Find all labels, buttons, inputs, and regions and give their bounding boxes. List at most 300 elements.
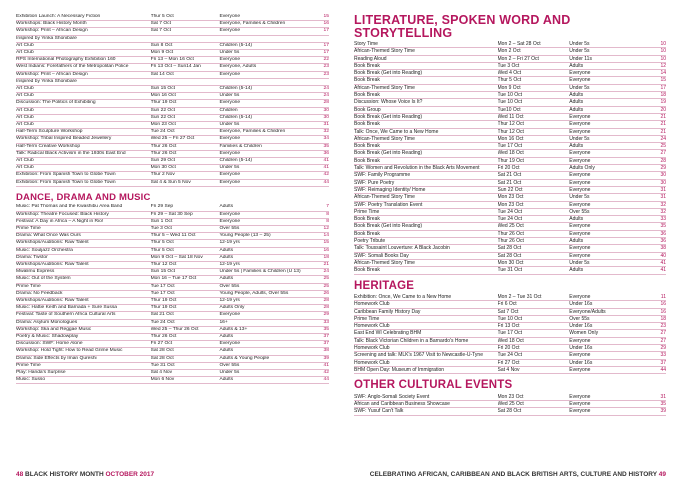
event-title: Reading Aloud	[354, 55, 498, 62]
event-title: Book Break	[354, 157, 498, 164]
event-audience	[219, 78, 313, 85]
event-date: Tue 10 Oct	[498, 99, 570, 106]
event-date: Thur 12 Oct	[498, 128, 570, 135]
event-audience: Under 5s	[219, 93, 313, 100]
event-audience: Adults	[219, 254, 313, 261]
event-page: 41	[650, 259, 666, 266]
table-row	[354, 294, 666, 301]
event-page: 30	[650, 179, 666, 186]
table-row	[354, 238, 666, 245]
event-date: Mon 2 – Tue 31 Oct	[498, 294, 570, 301]
table-row	[354, 352, 666, 359]
event-title: Prime Time	[354, 315, 498, 322]
event-title: Festival: Taste of Southern Africa Cultural Arts	[16, 312, 151, 319]
event-audience: Everyone	[219, 136, 313, 143]
table-row	[354, 48, 666, 55]
event-page: 40	[650, 252, 666, 259]
table-row	[16, 93, 329, 100]
event-page: 18	[650, 315, 666, 322]
event-date: Fri 27 Oct	[498, 359, 570, 366]
event-title: African and Caribbean Business Showcase	[354, 401, 498, 408]
event-audience: Everyone	[569, 121, 650, 128]
event-audience: Children (5-14)	[219, 42, 313, 49]
event-page: 17	[650, 84, 666, 91]
event-page: 12	[313, 225, 329, 232]
event-title: Book Break	[354, 230, 498, 237]
left-page	[16, 14, 329, 466]
event-title: Art Club	[16, 86, 151, 93]
event-audience: Young People (13 – 25)	[219, 233, 313, 240]
events-table-exhibitions	[16, 14, 329, 187]
event-title: Workshops/Auditions: Raw Talent	[16, 298, 151, 305]
event-date: Mon 23 Oct	[498, 394, 570, 401]
event-audience: Adults	[569, 216, 650, 223]
event-title: Book Break	[354, 77, 498, 84]
table-row	[16, 129, 329, 136]
table-row	[16, 21, 329, 28]
event-page: 16	[650, 308, 666, 315]
table-row	[354, 113, 666, 120]
table-row	[354, 128, 666, 135]
event-audience: Everyone	[569, 394, 650, 401]
event-audience: Over 55s	[219, 225, 313, 232]
event-date: Mon 9 Oct	[151, 50, 220, 57]
event-date: Thur 2 Nov	[151, 172, 220, 179]
right-page	[354, 14, 666, 466]
event-page: 37	[313, 334, 329, 341]
event-audience: 12-19 yrs	[219, 298, 313, 305]
event-audience: Everyone, Families & Children	[219, 129, 313, 136]
table-row	[354, 99, 666, 106]
event-audience: Children (5-14)	[219, 158, 313, 165]
event-date: Mon 16 – Tue 17 Oct	[151, 276, 220, 283]
event-title: Homework Club	[354, 359, 498, 366]
event-title: Book Break	[354, 216, 498, 223]
event-audience: Everyone	[569, 179, 650, 186]
event-date: Mon 30 Oct	[151, 165, 220, 172]
event-date: Fri 27 Oct	[151, 341, 220, 348]
event-date: Sat 7 Oct	[498, 308, 570, 315]
event-page: 36	[650, 230, 666, 237]
event-date: Tue10 Oct	[498, 106, 570, 113]
event-page: 27	[650, 337, 666, 344]
event-date: Fri 20 Oct	[498, 345, 570, 352]
event-audience: Under 5s	[569, 48, 650, 55]
event-title: Poetry & Music: Shadowplay	[16, 334, 151, 341]
event-audience: Adults & 13+	[219, 326, 313, 333]
table-row	[16, 276, 329, 283]
table-row	[354, 92, 666, 99]
event-page: 33	[650, 352, 666, 359]
event-audience: Everyone	[569, 223, 650, 230]
event-page: 21	[313, 262, 329, 269]
event-audience: Children (5-14)	[219, 114, 313, 121]
event-title: African-Themed Story Time	[354, 135, 498, 142]
event-title: BHM Open Day: Museum of Immigration	[354, 366, 498, 373]
event-page: 18	[650, 92, 666, 99]
event-date: Thur 26 Oct	[498, 238, 570, 245]
table-row	[16, 204, 329, 211]
event-date: Thur 26 Oct	[151, 143, 220, 150]
event-title: Book Break (Get into Reading)	[354, 70, 498, 77]
event-page: 36	[313, 150, 329, 157]
page-number-left: 48	[16, 471, 24, 478]
event-page: 14	[650, 70, 666, 77]
event-title: Book Group	[354, 106, 498, 113]
event-page: 24	[313, 269, 329, 276]
event-date: Wed 25 Oct	[498, 401, 570, 408]
event-audience: Adults	[219, 377, 313, 384]
event-title: Play: Handa's Surprise	[16, 370, 151, 377]
event-page: 7	[313, 204, 329, 211]
event-page: 16	[313, 21, 329, 28]
event-date: Mon 9 Oct – Sat 18 Nov	[151, 254, 220, 261]
event-title: Art Club	[16, 165, 151, 172]
event-audience: Everyone	[219, 71, 313, 78]
event-date: Thur 5 Oct	[498, 77, 570, 84]
table-row	[16, 114, 329, 121]
event-audience: Children (5-14)	[219, 86, 313, 93]
table-row	[16, 107, 329, 114]
event-audience: Over 55s	[219, 283, 313, 290]
event-audience: Everyone	[219, 57, 313, 64]
event-page: 21	[650, 128, 666, 135]
event-audience: Everyone	[569, 70, 650, 77]
event-title: Workshop: Print – African Design	[16, 28, 151, 35]
event-page: 8	[313, 218, 329, 225]
event-audience: Everyone, Adults	[219, 64, 313, 71]
event-page: 31	[313, 122, 329, 129]
table-row	[354, 201, 666, 208]
event-title: African-Themed Story Time	[354, 48, 498, 55]
event-page: 21	[650, 113, 666, 120]
event-title: Discussion: SWF: Home Alone	[16, 341, 151, 348]
event-date: Sat 7 Oct	[151, 28, 220, 35]
event-page: 30	[650, 172, 666, 179]
event-audience: Adults	[219, 348, 313, 355]
table-row	[16, 233, 329, 240]
event-date: Wed 18 Oct	[498, 150, 570, 157]
event-audience: Adults	[569, 62, 650, 69]
event-audience: Under 16s	[569, 345, 650, 352]
event-title: Music: Hattie Keith and Barnada + Sure Sussa	[16, 305, 151, 312]
event-page: 16	[650, 301, 666, 308]
table-row	[354, 330, 666, 337]
event-audience: Everyone, Families & Children	[219, 21, 313, 28]
event-page: 21	[650, 121, 666, 128]
event-page: 14	[313, 233, 329, 240]
events-table-heritage	[354, 294, 666, 374]
event-date	[151, 35, 220, 42]
event-audience: Everyone	[569, 201, 650, 208]
event-date: Tue 17 Oct	[151, 283, 220, 290]
event-date: Mon 16 Oct	[151, 93, 220, 100]
event-title: Art Club	[16, 158, 151, 165]
event-date: Thur 19 Oct	[498, 157, 570, 164]
event-audience: Adults	[569, 99, 650, 106]
event-page: 38	[650, 245, 666, 252]
event-audience: Everyone	[569, 113, 650, 120]
event-page: 35	[313, 143, 329, 150]
event-page: 29	[313, 312, 329, 319]
event-date: Fri 13 Oct	[498, 323, 570, 330]
event-audience: Adults	[569, 267, 650, 274]
event-date: Thur 26 Oct	[151, 150, 220, 157]
event-audience: Everyone	[569, 337, 650, 344]
event-date: Sun 15 Oct	[151, 269, 220, 276]
table-row	[354, 186, 666, 193]
table-row	[354, 77, 666, 84]
table-row	[354, 179, 666, 186]
events-table-dance-drama-music	[16, 204, 329, 384]
event-audience: Over 55s	[219, 362, 313, 369]
event-title: Workshops/Auditions: Raw Talent	[16, 262, 151, 269]
event-date: Fri 29 – Sat 30 Sep	[151, 211, 220, 218]
table-row	[16, 218, 329, 225]
event-page: 15	[313, 240, 329, 247]
event-date: Sat 4 & Sun 5 Nov	[151, 179, 220, 186]
section-heading-other-cultural-events: OTHER CULTURAL EVENTS	[354, 379, 513, 392]
event-date: Tue 24 Oct	[498, 208, 570, 215]
table-row	[354, 230, 666, 237]
event-page: 23	[650, 323, 666, 330]
table-row	[354, 172, 666, 179]
event-date: Sat 28 Oct	[498, 408, 570, 415]
event-date: Thur 5 – Wed 11 Oct	[151, 233, 220, 240]
event-page: 32	[650, 208, 666, 215]
table-row	[16, 225, 329, 232]
event-title: East End WI Celebrating BHM	[354, 330, 498, 337]
event-audience: Women Only	[569, 330, 650, 337]
footer-tagline: CELEBRATING AFRICAN, CARIBBEAN AND BLACK BRITISH ARTS, CULTURE AND HISTORY	[369, 471, 657, 478]
table-row	[16, 355, 329, 362]
event-audience: Under 5s	[219, 50, 313, 57]
event-page: 12	[650, 62, 666, 69]
event-title: Workshop: Tribal Inspired Beaded Jewellery	[16, 136, 151, 143]
event-audience: Children	[219, 107, 313, 114]
event-page: 25	[313, 276, 329, 283]
event-date: Thur 26 Oct	[498, 230, 570, 237]
table-row	[354, 408, 666, 415]
event-title: Discussion: The Politics of Exhibiting	[16, 100, 151, 107]
event-audience: Under 5s	[219, 122, 313, 129]
event-title: SWF: Pure Poetry	[354, 179, 498, 186]
table-row	[16, 136, 329, 143]
event-date: Tue 10 Oct	[498, 315, 570, 322]
event-audience	[219, 35, 313, 42]
event-title: Caribbean Family History Day	[354, 308, 498, 315]
event-audience: Everyone	[219, 218, 313, 225]
event-date: Wed 25 – Thur 26 Oct	[151, 326, 220, 333]
event-audience: Adults	[219, 276, 313, 283]
table-row	[16, 370, 329, 377]
event-page: 10	[650, 41, 666, 48]
event-date: Sat 21 Oct	[151, 312, 220, 319]
table-row	[354, 143, 666, 150]
event-page: 37	[313, 341, 329, 348]
event-audience: Adults	[569, 143, 650, 150]
event-title: Drama: Asylum Monologues	[16, 319, 151, 326]
event-date: Tue 24 Oct	[151, 319, 220, 326]
table-row	[16, 283, 329, 290]
event-audience: Under 5s	[569, 259, 650, 266]
event-audience: Everyone	[569, 186, 650, 193]
event-date: Fri 13 Oct – Sun14 Jan	[151, 64, 220, 71]
event-audience: Under 5s	[569, 41, 650, 48]
table-row	[354, 70, 666, 77]
event-page: 32	[650, 201, 666, 208]
event-title: Workshop: Ska and Reggae Music	[16, 326, 151, 333]
event-audience: Adults	[569, 92, 650, 99]
footer-left	[16, 471, 154, 478]
table-row	[16, 362, 329, 369]
table-row	[16, 211, 329, 218]
event-page: 24	[650, 135, 666, 142]
event-date: Tue 31 Oct	[498, 267, 570, 274]
event-page: 30	[313, 107, 329, 114]
event-audience: Everyone	[569, 401, 650, 408]
event-audience: Under 16s	[569, 323, 650, 330]
event-page: 19	[650, 99, 666, 106]
event-page: 32	[313, 129, 329, 136]
event-title: Exhibition Launch: A Necessary Fiction	[16, 14, 151, 21]
event-page: 10	[650, 48, 666, 55]
table-row	[16, 71, 329, 78]
event-title: Exhibition: From Spanish Town to Globe Town	[16, 179, 151, 186]
table-row	[16, 14, 329, 21]
event-title: Festival: A Day in Africa – A Night in Rio!	[16, 218, 151, 225]
event-date: Sun 22 Oct	[151, 107, 220, 114]
event-title: Book Break	[354, 267, 498, 274]
event-date: Thur 19 Oct	[151, 298, 220, 305]
table-row	[354, 41, 666, 48]
event-title: Homework Club	[354, 345, 498, 352]
table-row	[354, 401, 666, 408]
event-title: Book Break	[354, 143, 498, 150]
event-audience: Adults & Young People	[219, 355, 313, 362]
table-row	[354, 208, 666, 215]
event-page: 15	[313, 14, 329, 21]
event-title: Homework Club	[354, 323, 498, 330]
event-audience: Families & Children	[219, 143, 313, 150]
event-audience: Everyone	[569, 294, 650, 301]
table-row	[354, 84, 666, 91]
event-audience: Everyone	[569, 245, 650, 252]
event-page: 31	[650, 394, 666, 401]
event-date: Sat 28 Oct	[498, 252, 570, 259]
event-audience: Everyone	[219, 179, 313, 186]
event-title: Drama: What Once Was Ours	[16, 233, 151, 240]
event-date: Thur 19 Oct	[151, 100, 220, 107]
table-row	[354, 165, 666, 172]
event-audience: Under 5s	[569, 194, 650, 201]
event-title: Music: Out of the System	[16, 276, 151, 283]
table-row	[16, 348, 329, 355]
event-date: Tue 3 Oct	[151, 225, 220, 232]
event-page: 42	[313, 370, 329, 377]
event-audience: 12-19 yrs	[219, 262, 313, 269]
event-title: Drama: No Feedback	[16, 290, 151, 297]
event-page: 41	[313, 158, 329, 165]
footer-right	[370, 471, 666, 478]
event-date: Mon 6 Nov	[151, 377, 220, 384]
event-title: Music: Souljazz Orchestra	[16, 247, 151, 254]
event-title: SWF: Anglo-Somali Society Event	[354, 394, 498, 401]
table-row	[16, 78, 329, 85]
event-date: Sun 1 Oct	[151, 218, 220, 225]
event-audience: Under 16s	[569, 301, 650, 308]
event-audience: Adults	[219, 247, 313, 254]
event-date: Tue 31 Oct	[151, 362, 220, 369]
event-page: 33	[650, 216, 666, 223]
event-date: Thur 5 Oct	[151, 247, 220, 254]
event-page: 15	[650, 77, 666, 84]
event-page: 16	[313, 247, 329, 254]
event-title: SWF: Yusuf Can't Talk	[354, 408, 498, 415]
event-date: Tue 24 Oct	[498, 216, 570, 223]
event-page: 35	[650, 223, 666, 230]
event-page: 44	[650, 366, 666, 373]
table-row	[354, 121, 666, 128]
table-row	[16, 247, 329, 254]
table-row	[16, 377, 329, 384]
event-date: Sun 29 Oct	[151, 158, 220, 165]
event-audience: Everyone	[569, 77, 650, 84]
event-date: Thur 26 Oct	[151, 334, 220, 341]
event-audience: Everyone	[219, 312, 313, 319]
table-row	[16, 254, 329, 261]
table-row	[16, 172, 329, 179]
event-title: Book Break	[354, 62, 498, 69]
event-audience: Everyone	[569, 352, 650, 359]
table-row	[16, 150, 329, 157]
event-page: 29	[650, 165, 666, 172]
event-date: Sun 8 Oct	[151, 42, 220, 49]
event-date: Mon 23 Oct	[498, 194, 570, 201]
event-page: 11	[650, 294, 666, 301]
event-audience: Everyone	[569, 230, 650, 237]
event-audience: Under 16s	[569, 359, 650, 366]
event-date: Tue 17 Oct	[151, 290, 220, 297]
table-row	[16, 312, 329, 319]
table-row	[16, 50, 329, 57]
event-title: West Indians: Forefathers of the Metropolitan Police	[16, 64, 151, 71]
event-audience: Under 5s | Families & Children (U 13)	[219, 269, 313, 276]
events-table-other-cultural	[354, 394, 666, 416]
event-page: 38	[313, 348, 329, 355]
event-title: Inspired by Yinka Shonibare	[16, 35, 151, 42]
event-date: Mon 2 – Sat 28 Oct	[498, 41, 570, 48]
table-row	[16, 179, 329, 186]
event-title: Screening and talk: MLK's 1967 Visit to Newcastle-U-Tyne	[354, 352, 498, 359]
table-row	[354, 135, 666, 142]
event-date	[151, 78, 220, 85]
event-audience: Over 55s	[569, 208, 650, 215]
event-date: Sat 21 Oct	[498, 179, 570, 186]
event-title: Art Club	[16, 114, 151, 121]
event-audience: Young People, Adults, Over 55s	[219, 290, 313, 297]
event-date: Sat 7 Oct	[151, 21, 220, 28]
event-page: 41	[313, 362, 329, 369]
event-page: 39	[313, 355, 329, 362]
event-audience: Adults	[219, 204, 313, 211]
event-title: Talk: Toussaint Louverture: A Black Jacobin	[354, 245, 498, 252]
event-date: Tue 10 Oct	[498, 92, 570, 99]
event-date: Mon 16 Oct	[498, 135, 570, 142]
event-title: Prime Time	[354, 208, 498, 215]
event-audience: Everyone	[569, 408, 650, 415]
event-date: Wed 4 Oct	[498, 70, 570, 77]
